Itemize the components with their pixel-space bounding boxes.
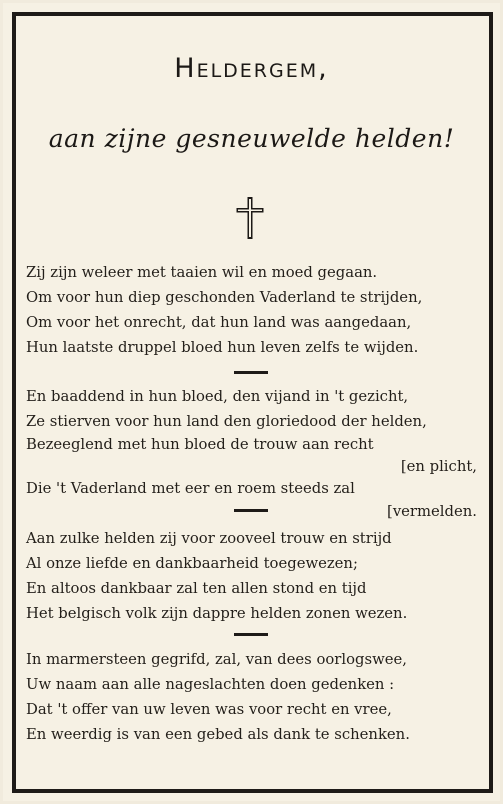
cross-icon bbox=[236, 197, 264, 239]
verse-line: Al onze liefde en dankbaarheid toegewezen; bbox=[26, 555, 358, 572]
divider bbox=[234, 509, 268, 512]
verse-line: Aan zulke helden zij voor zooveel trouw en strijd bbox=[26, 530, 392, 547]
verse-line: In marmersteen gegrifd, zal, van dees oorlogswee, bbox=[26, 651, 407, 668]
verse-line: Hun laatste druppel bloed hun leven zelfs te wijden. bbox=[26, 339, 419, 356]
divider bbox=[234, 371, 268, 374]
page-subtitle: aan zijne gesneuwelde helden! bbox=[48, 124, 455, 153]
stanza-1 bbox=[26, 260, 481, 360]
verse-line: Zij zijn weleer met taaien wil en moed gegaan. bbox=[26, 264, 378, 281]
verse-line: Die 't Vaderland met eer en roem steeds zal bbox=[26, 480, 355, 497]
verse-line: Dat 't offer van uw leven was voor recht en vree, bbox=[26, 701, 392, 718]
verse-line: En baaddend in hun bloed, den vijand in 't gezicht, bbox=[26, 388, 409, 405]
verse-line: Ze stierven voor hun land den gloriedood der helden, bbox=[26, 413, 427, 430]
verse-line: En altoos dankbaar zal ten allen stond en tijd bbox=[26, 580, 367, 597]
page-title: Heldergem, bbox=[174, 53, 329, 84]
stanza-2 bbox=[26, 384, 481, 524]
verse-continuation: [en plicht, bbox=[400, 458, 477, 475]
verse-line: Om voor het onrecht, dat hun land was aangedaan, bbox=[26, 314, 412, 331]
divider bbox=[234, 633, 268, 636]
verse-line: Bezeeglend met hun bloed de trouw aan recht bbox=[26, 436, 374, 453]
verse-line: Het belgisch volk zijn dappre helden zonen wezen. bbox=[26, 605, 408, 622]
stanza-4 bbox=[26, 647, 481, 747]
stanza-3 bbox=[26, 526, 481, 626]
verse-continuation: [vermelden. bbox=[387, 503, 477, 520]
verse-line: Om voor hun diep geschonden Vaderland te strijden, bbox=[26, 289, 423, 306]
verse-line: Uw naam aan alle nageslachten doen gedenken : bbox=[26, 676, 395, 693]
verse-line: En weerdig is van een gebed als dank te schenken. bbox=[26, 726, 410, 743]
